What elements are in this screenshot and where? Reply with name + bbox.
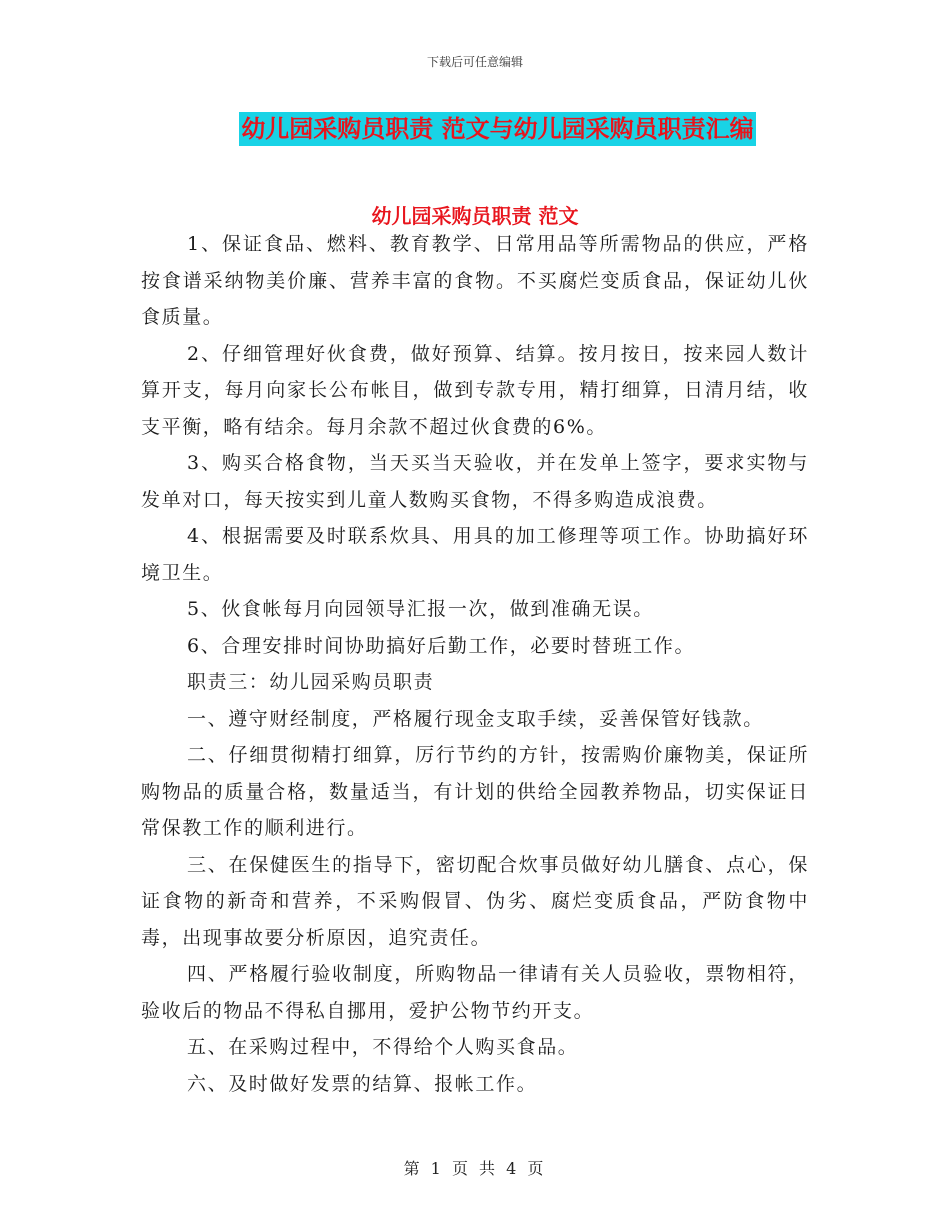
document-title-wrap [0,112,950,146]
paragraph-12: 六、及时做好发票的结算、报帐工作。 [187,1072,538,1095]
paragraph-6: 6、合理安排时间协助搞好后勤工作，必要时替班工作。 [187,634,696,657]
paragraph-5: 5、伙食帐每月向园领导汇报一次，做到准确无误。 [187,598,654,620]
paragraph-9: 三、在保健医生的指导下，密切配合炊事员做好幼儿膳食、点心，保证食物的新奇和营养，不采购假冒、伪劣、腐烂变质食品，严防食物中毒，出现事故要分析原因，追究责任。 [141,853,809,949]
page-footer: 第 1 页 共 4 页 [403,1159,547,1178]
paragraph-11: 五、在采购过程中，不得给个人购买食品。 [187,1036,579,1058]
paragraph-10: 四、严格履行验收制度，所购物品一律请有关人员验收，票物相符，验收后的物品不得私自挪用，爱护公物节约开支。 [141,963,809,1022]
paragraph-1: 1、保证食品、燃料、教育教学、日常用品等所需物品的供应，严格按食谱采纳物美价廉、营养丰富的食物。不买腐烂变质食品，保证幼儿伙食质量。 [141,233,809,328]
paragraph-4: 4、根据需要及时联系炊具、用具的加工修理等项工作。协助搞好环境卫生。 [141,525,809,584]
paragraph-2: 2、仔细管理好伙食费，做好预算、结算。按月按日，按来园人数计算开支，每月向家长公布帐目，做到专款专用，精打细算，日清月结，收支平衡，略有结余。每月余款不超过伙食费的6%。 [141,342,809,438]
subsection-heading: 职责三：幼儿园采购员职责 [187,671,435,693]
section-title: 幼儿园采购员职责 范文 [371,204,579,228]
document-title: 幼儿园采购员职责 范文与幼儿园采购员职责汇编 [239,112,755,146]
header-note: 下载后可任意编辑 [426,55,523,69]
paragraph-8: 二、仔细贯彻精打细算，厉行节约的方针，按需购价廉物美，保证所购物品的质量合格，数量适当，有计划的供给全园教养物品，切实保证日常保教工作的顺利进行。 [141,744,809,839]
document-body [141,226,809,1102]
paragraph-3: 3、购买合格食物，当天买当天验收，并在发单上签字，要求实物与发单对口，每天按实到儿童人数购买食物，不得多购造成浪费。 [141,452,809,511]
paragraph-7: 一、遵守财经制度，严格履行现金支取手续，妥善保管好钱款。 [187,707,764,730]
